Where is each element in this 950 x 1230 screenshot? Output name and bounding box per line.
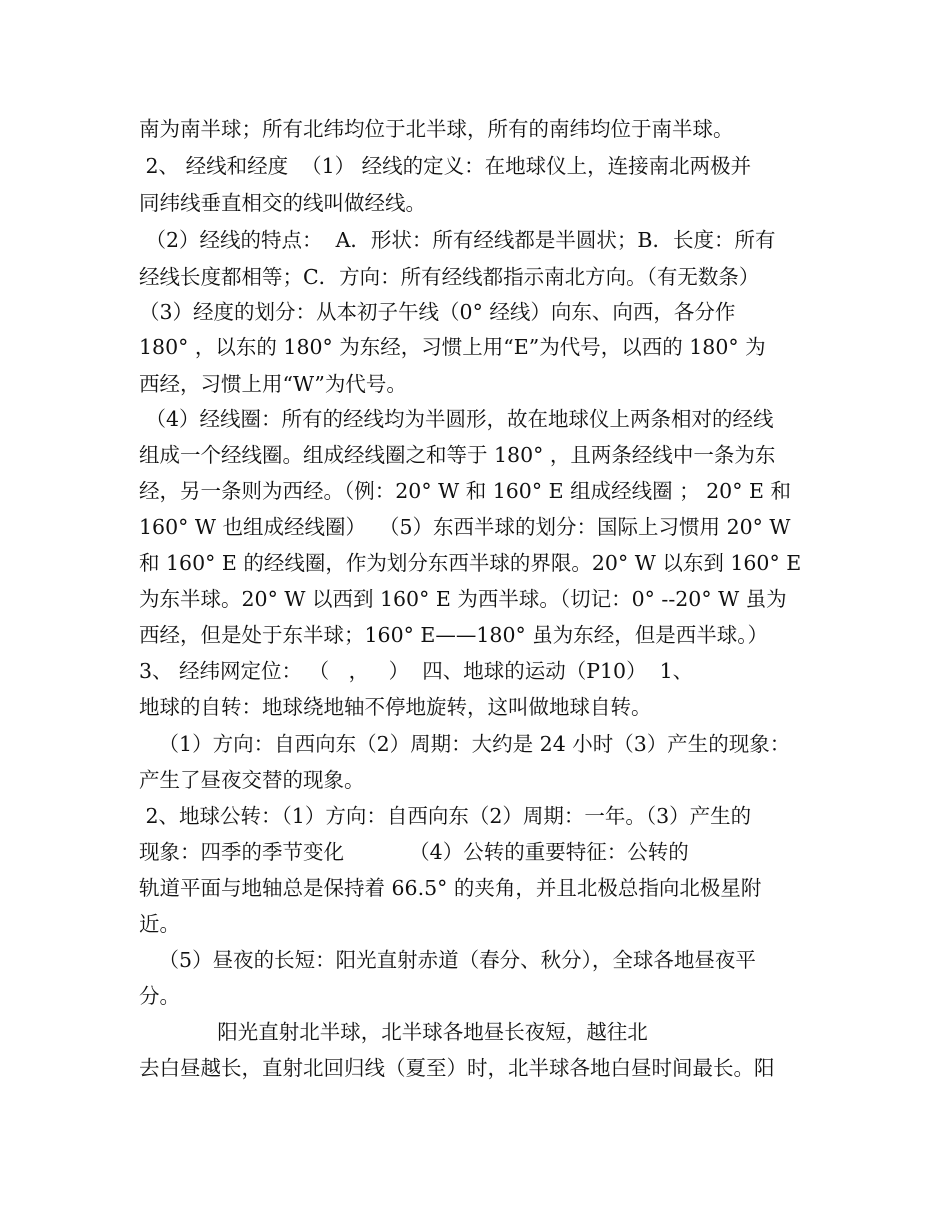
text-line: 产生了昼夜交替的现象。 [139,768,365,792]
text-line: 西经，但是处于东半球；160° E——180° 虽为东经，但是西半球。） [139,623,769,647]
text-line: （2）经线的特点： A．形状：所有经线都是半圆状；B．长度：所有 [139,228,776,252]
text-line: （5）昼夜的长短：阳光直射赤道（春分、秋分），全球各地昼夜平 [139,948,756,972]
text-line: 3、 经纬网定位： （ ， ） 四、地球的运动（P10） 1、 [139,659,694,683]
text-line: 南为南半球；所有北纬均位于北半球，所有的南纬均位于南半球。 [139,117,734,141]
text-line: 和 160° E 的经线圈，作为划分东西半球的界限。20° W 以东到 160° E [139,551,802,575]
text-line: 西经，习惯上用“W”为代号。 [139,372,407,396]
text-line: （1）方向：自西向东（2）周期：大约是 24 小时（3）产生的现象： [139,732,791,756]
text-line: 160° W 也组成经线圈） （5）东西半球的划分：国际上习惯用 20° W [139,515,791,539]
text-line: 同纬线垂直相交的线叫做经线。 [139,191,426,215]
text-line: 180° ，以东的 180° 为东经，习惯上用“E”为代号，以西的 180° 为 [139,335,766,359]
text-line: 地球的自转：地球绕地轴不停地旋转，这叫做地球自转。 [139,695,652,719]
text-line: 现象：四季的季节变化 （4）公转的重要特征：公转的 [139,840,689,864]
text-line: 近。 [139,912,180,936]
text-line: 经线长度都相等；C．方向：所有经线都指示南北方向。（有无数条） [139,265,760,289]
text-line: 去白昼越长，直射北回归线（夏至）时，北半球各地白昼时间最长。阳 [139,1056,775,1080]
text-line: 2、地球公转：（1）方向：自西向东（2）周期：一年。（3）产生的 [139,804,752,828]
text-line: 为东半球。20° W 以西到 160° E 为西半球。（切记：0° --20° W 虽为 [139,587,787,611]
text-line: 轨道平面与地轴总是保持着 66.5° 的夹角，并且北极总指向北极星附 [139,876,762,900]
text-line: （4）经线圈：所有的经线均为半圆形，故在地球仪上两条相对的经线 [139,407,774,431]
text-line: 分。 [139,984,180,1008]
text-line: 2、 经线和经度 （1） 经线的定义：在地球仪上，连接南北两极并 [139,154,752,178]
text-line: （3）经度的划分：从本初子午线（0° 经线）向东、向西，各分作 [139,300,736,324]
text-line: 阳光直射北半球，北半球各地昼长夜短，越往北 [139,1020,648,1044]
text-line: 经，另一条则为西经。（例：20° W 和 160° E 组成经线圈 ； 20° E 和 [139,479,791,503]
text-line: 组成一个经线圈。组成经线圈之和等于 180° ，且两条经线中一条为东 [139,443,776,467]
